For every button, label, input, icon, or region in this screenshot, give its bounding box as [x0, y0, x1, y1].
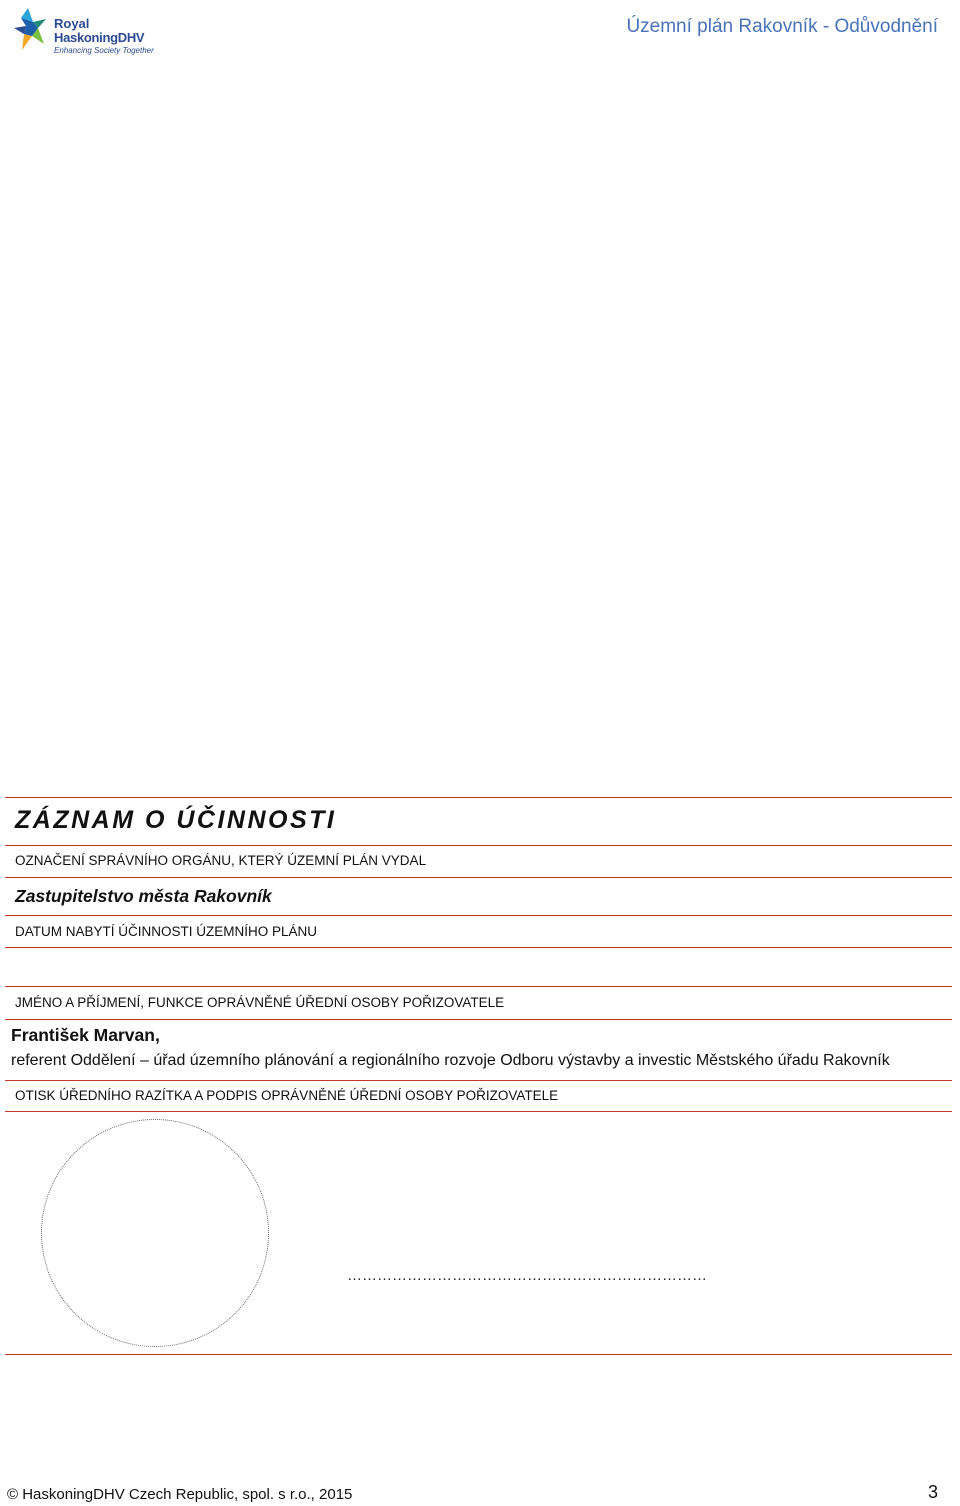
- divider: [5, 986, 952, 987]
- divider: [5, 845, 952, 846]
- issuer-label: OZNAČENÍ SPRÁVNÍHO ORGÁNU, KTERÝ ÚZEMNÍ PLÁN VYDAL: [15, 853, 427, 868]
- divider: [5, 1111, 952, 1112]
- date-label: DATUM NABYTÍ ÚČINNOSTI ÚZEMNÍHO PLÁNU: [15, 924, 318, 939]
- logo-text-royal: Royal: [54, 16, 90, 31]
- person-role: referent Oddělení – úřad územního plánování a regionálního rozvoje Odboru výstavby a investic Městského úřadu Rakovník: [11, 1052, 890, 1069]
- footer-copyright: © HaskoningDHV Czech Republic, spol. s r.o., 2015: [7, 1486, 353, 1503]
- divider-bottom: [5, 1354, 952, 1355]
- person-label: JMÉNO A PŘÍJMENÍ, FUNKCE OPRÁVNĚNÉ ÚŘEDNÍ OSOBY POŘIZOVATELE: [15, 995, 505, 1010]
- logo-text-company: HaskoningDHV: [54, 30, 145, 45]
- divider: [5, 915, 952, 916]
- document-title: Územní plán Rakovník - Odůvodnění: [626, 16, 938, 37]
- page-number: 3: [927, 1482, 938, 1502]
- stamp-label: OTISK ÚŘEDNÍHO RAZÍTKA A PODPIS OPRÁVNĚNÉ ÚŘEDNÍ OSOBY POŘIZOVATELE: [15, 1088, 559, 1103]
- signature-line: ………………………………………………………………: [347, 1267, 707, 1284]
- divider: [5, 1080, 952, 1081]
- stamp-circle: [41, 1119, 269, 1347]
- divider-top: [5, 797, 952, 798]
- divider: [5, 1019, 952, 1020]
- record-heading: ZÁZNAM O ÚČINNOSTI: [15, 806, 337, 834]
- divider: [5, 877, 952, 878]
- company-logo: [12, 6, 154, 64]
- star-logo-icon: [12, 6, 52, 52]
- logo-tagline: Enhancing Society Together: [54, 46, 154, 55]
- divider: [5, 947, 952, 948]
- person-name: František Marvan,: [11, 1025, 160, 1045]
- issuer-value: Zastupitelstvo města Rakovník: [15, 886, 272, 906]
